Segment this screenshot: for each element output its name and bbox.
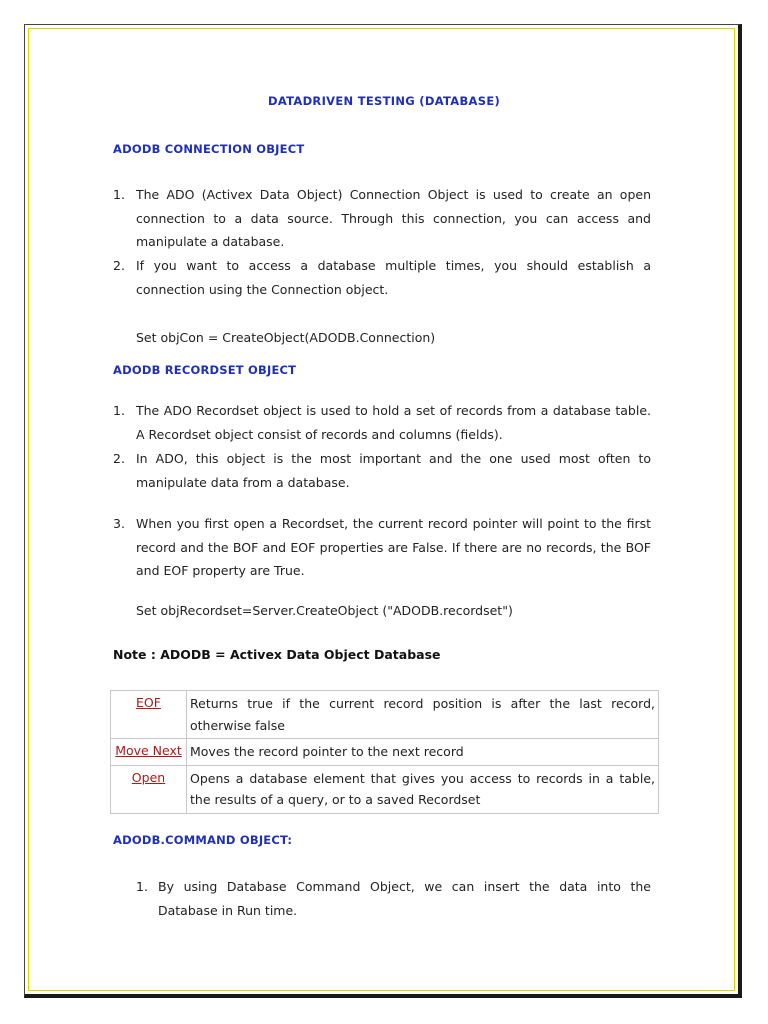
page-border — [24, 24, 742, 998]
table-desc-cell: Returns true if the current record position is after the last record, otherwise false — [187, 691, 659, 739]
command-item-1-number: 1. — [136, 879, 148, 894]
open-link[interactable]: Open — [131, 769, 166, 785]
page-title: DATADRIVEN TESTING (DATABASE) — [267, 94, 501, 108]
command-item-1: By using Database Command Object, we can insert the data into the Database in Run time. — [158, 879, 651, 918]
recordset-properties-table — [110, 690, 659, 814]
recordset-item-2-number: 2. — [113, 451, 125, 466]
connection-item-1: The ADO (Activex Data Object) Connection Object is used to create an open connection to a data source. Through this connection, you can access and manipulate a database. — [136, 187, 651, 249]
table-key-cell — [111, 739, 187, 766]
table-key-cell — [111, 691, 187, 739]
connection-item-2-number: 2. — [113, 258, 125, 273]
connection-code: Set objCon = CreateObject(ADODB.Connection) — [136, 330, 436, 345]
table-row — [111, 765, 659, 813]
move-next-link[interactable]: Move Next — [115, 743, 182, 758]
command-heading: ADODB.COMMAND OBJECT: — [113, 833, 293, 847]
table-key-cell — [111, 765, 187, 813]
recordset-heading: ADODB RECORDSET OBJECT — [113, 363, 297, 377]
eof-link[interactable]: EOF — [136, 695, 161, 710]
recordset-item-2: In ADO, this object is the most important and the one used most often to manipulate data from a database. — [136, 451, 651, 490]
connection-heading: ADODB CONNECTION OBJECT — [113, 142, 305, 156]
table-desc-cell: Moves the record pointer to the next record — [187, 739, 659, 766]
recordset-item-3: When you first open a Recordset, the current record pointer will point to the first record and the BOF and EOF properties are False. If there are no records, the BOF and EOF property are True. — [136, 516, 651, 578]
note: Note : ADODB = Activex Data Object Database — [113, 647, 441, 662]
table-desc-cell: Opens a database element that gives you access to records in a table, the results of a query, or to a saved Recordset — [187, 765, 659, 813]
recordset-item-1-number: 1. — [113, 403, 125, 418]
recordset-code: Set objRecordset=Server.CreateObject ("ADODB.recordset") — [136, 603, 513, 618]
connection-item-2: If you want to access a database multiple times, you should establish a connection using the Connection object. — [136, 258, 651, 297]
recordset-item-3-number: 3. — [113, 516, 125, 531]
recordset-item-1: The ADO Recordset object is used to hold a set of records from a database table. A Recordset object consist of records and columns (fields). — [136, 403, 651, 442]
table-row — [111, 691, 659, 739]
connection-item-1-number: 1. — [113, 187, 125, 202]
table-row — [111, 739, 659, 766]
